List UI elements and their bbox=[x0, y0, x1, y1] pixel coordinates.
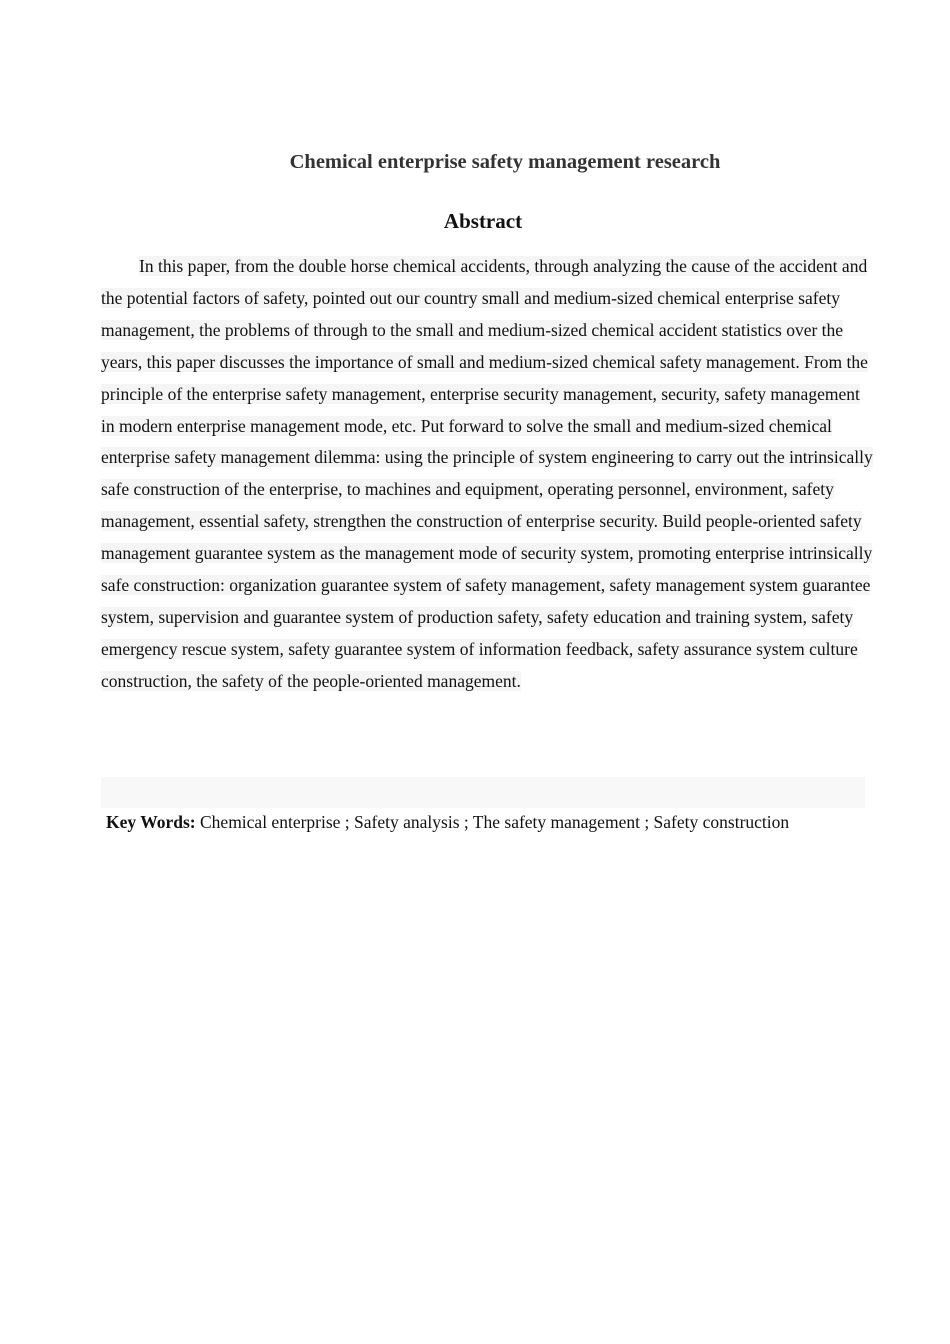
keywords-label: Key Words: bbox=[106, 812, 196, 832]
paper-title: Chemical enterprise safety management research bbox=[289, 151, 721, 173]
shaded-spacer bbox=[101, 777, 865, 808]
abstract-text: In this paper, from the double horse chemical accidents, through analyzing the cause of the accident and the potential factors of safety, pointed out our country small and medium-sized chemical enterprise safety management, the problems of through to the small and medium-sized chemical accident statistics over the years, this paper discusses the importance of small and medium-sized chemical safety management. From the principle of the enterprise safety management, enterprise security management, security, safety management in modern enterprise management mode, etc. Put forward to solve the small and medium-sized chemical enterprise safety management dilemma: using the principle of system engineering to carry out the intrinsically safe construction of the enterprise, to machines and equipment, operating personnel, environment, safety management, essential safety, strengthen the construction of enterprise security. Build people-oriented safety management guarantee system as the management mode of security system, promoting enterprise intrinsically safe construction: organization guarantee system of safety management, safety management system guarantee system, supervision and guarantee system of production safety, safety education and training system, safety emergency rescue system, safety guarantee system of information feedback, safety assurance system culture construction, the safety of the people-oriented management. bbox=[101, 256, 873, 691]
abstract-heading: Abstract bbox=[443, 209, 523, 233]
keywords-line bbox=[106, 808, 906, 836]
abstract-paragraph bbox=[101, 251, 876, 698]
keywords-text: Chemical enterprise ; Safety analysis ; The safety management ; Safety construction bbox=[200, 812, 790, 832]
